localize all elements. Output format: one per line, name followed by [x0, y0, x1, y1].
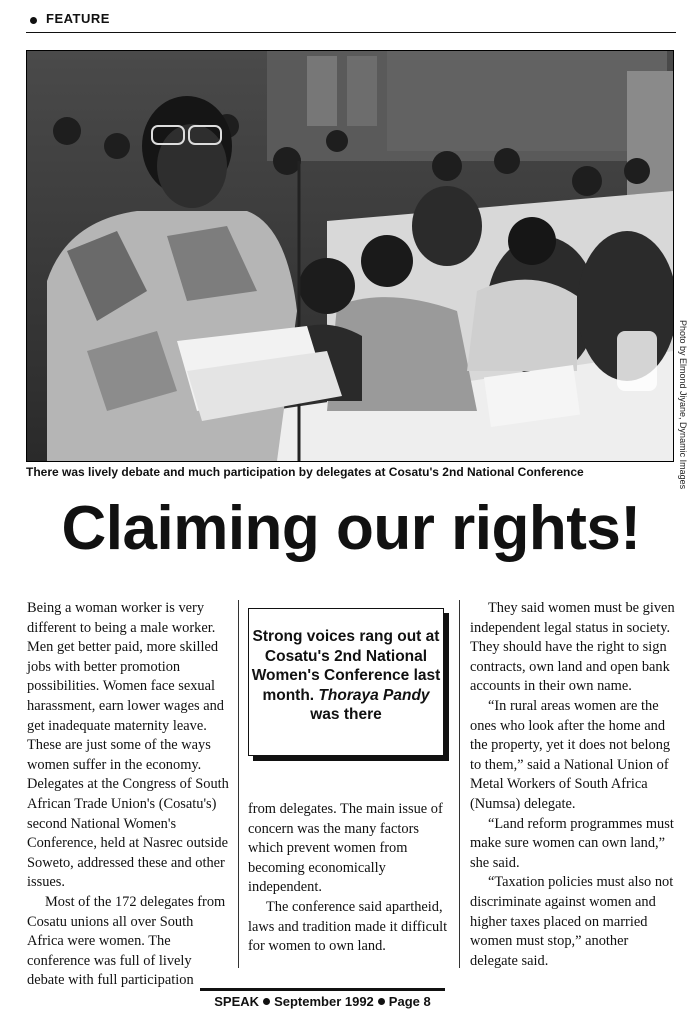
pull-quote-suffix: was there — [310, 706, 382, 723]
paragraph: The conference said apartheid, laws and tradition made it difficult for women to own land. — [248, 898, 448, 955]
photo-credit: Photo by Elmond Jiyane, Dynamic Images — [678, 320, 688, 490]
bullet-icon — [378, 998, 385, 1005]
footer-rule — [200, 988, 445, 991]
article-column-2 — [248, 800, 448, 957]
paragraph: “Land reform programmes must make sure women can own land,” she said. — [470, 815, 674, 871]
headline: Claiming our rights! — [61, 494, 641, 563]
paragraph: “Taxation policies must also not discriminate against women and higher taxes placed on married women must stop,” another delegate said. — [470, 874, 674, 969]
pull-quote-text: Strong voices rang out at Cosatu's 2nd National Women's Conference last month. — [251, 628, 441, 704]
bullet-icon — [263, 998, 270, 1005]
page-footer — [200, 994, 445, 1009]
bullet-icon — [30, 17, 37, 24]
column-divider — [459, 600, 460, 968]
article-column-3 — [470, 599, 675, 971]
section-header — [26, 8, 676, 33]
publication-name: SPEAK — [214, 994, 260, 1009]
paragraph: Being a woman worker is very different to being a male worker. Men get better paid, more skilled jobs with better promotion possibilities. Women face sexual harassment, earn lower wages and get inadequate maternity leave. These are just some of the ways women suffer in the economy. Delegates at the Congress of South African Trade Union's (Cosatu's) second National Women's Conference, held at Nasrec outside Soweto, addressed these and other issues. — [27, 600, 229, 891]
photo-caption: There was lively debate and much participation by delegates at Cosatu's 2nd National Conference — [26, 465, 584, 479]
column-divider — [238, 600, 239, 968]
pull-quote-author: Thoraya Pandy — [318, 686, 430, 704]
paragraph: They said women must be given independent legal status in society. They should have the right to sign contracts, own land and open bank accounts in their own name. — [470, 600, 675, 695]
page-number: Page 8 — [388, 994, 431, 1009]
paragraph: from delegates. The main issue of concern was the many factors which prevent women from becoming economically independent. — [248, 801, 443, 896]
article-column-1 — [27, 599, 232, 991]
issue-date: September 1992 — [274, 994, 374, 1009]
conference-photo — [26, 50, 674, 462]
paragraph: “In rural areas women are the ones who look after the home and the property, yet it does not belong to them,” said a National Union of Metal Workers of South Africa (Numsa) delegate. — [470, 697, 671, 812]
pull-quote-box — [248, 608, 444, 756]
section-label: FEATURE — [46, 11, 110, 26]
paragraph: Most of the 172 delegates from Cosatu unions all over South Africa were women. The conference was full of lively debate with full participation — [27, 893, 226, 989]
